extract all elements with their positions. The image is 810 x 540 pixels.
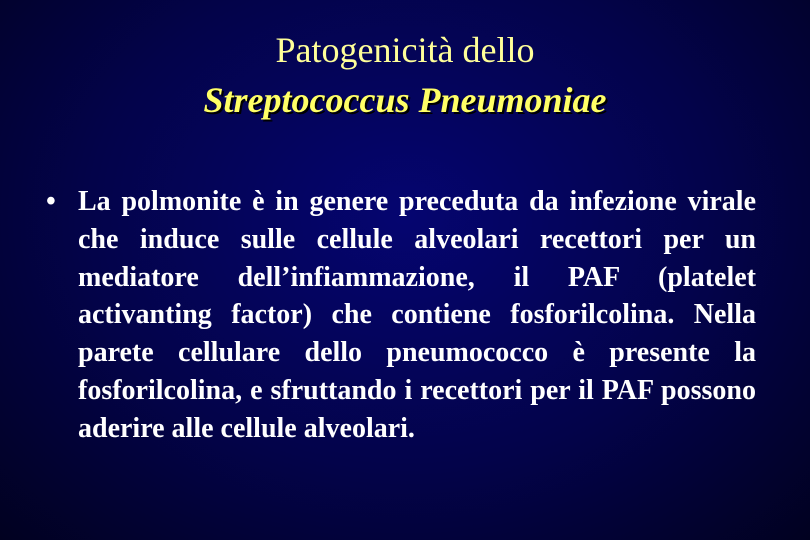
bullet-item [44,183,756,448]
slide-title-line-1: Patogenicità dello [275,30,535,70]
slide-body [44,183,756,448]
slide-title-line-2: Streptococcus Pneumoniae [203,80,607,120]
bullet-icon: • [46,186,56,217]
bullet-text: La polmonite è in genere preceduta da infezione virale che induce sulle cellule alveolari recettori per un mediatore dell’infiammazione, il PAF (platelet activanting factor) che contiene fosforilcolina. Nella parete cellulare dello pneumococco è presente la fosforilcolina, e sfruttando i recettori per il PAF possono aderire alle cellule alveolari. [78,186,756,444]
